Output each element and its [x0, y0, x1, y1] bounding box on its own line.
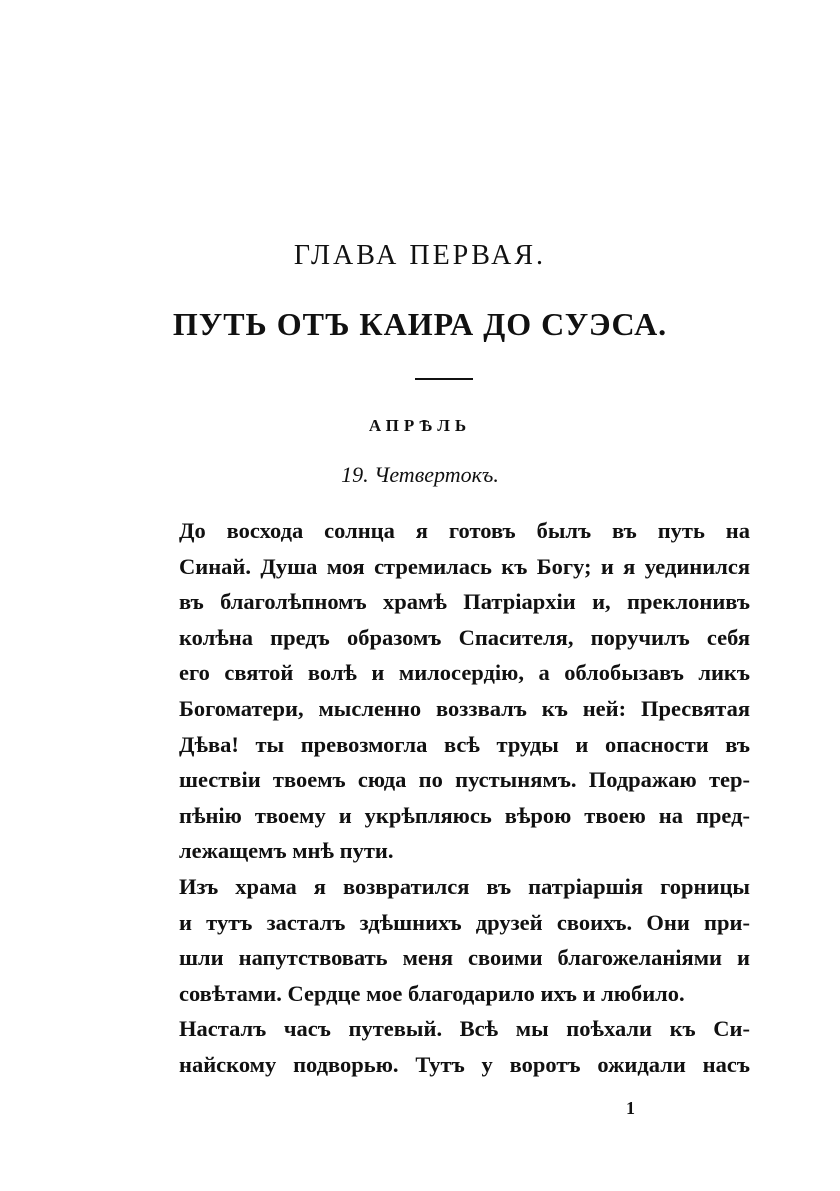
paragraph [133, 869, 750, 1011]
text-line: шествіи твоемъ сюда по пустынямъ. Подражаю тер- [179, 767, 750, 793]
paragraph [133, 1011, 750, 1082]
text-line: пѣнію твоему и укрѣпляюсь вѣрою твоею на пред- [179, 802, 750, 828]
text-line: шли напутствовать меня своими благожеланіями и [179, 945, 750, 971]
text-line: въ благолѣпномъ храмѣ Патріархіи и, преклонивъ [179, 589, 750, 615]
text-line: Богоматери, мысленно воззвалъ къ ней: Пресвятая [179, 695, 750, 721]
text-line: Дѣва! ты превозмогла всѣ труды и опасности въ [179, 731, 750, 757]
text-line: найскому подворью. Тутъ у воротъ ожидали насъ [179, 1051, 750, 1077]
text-line: колѣна предъ образомъ Спасителя, поручилъ себя [179, 624, 750, 650]
text-line: До восхода солнца я готовъ былъ въ путь на [179, 518, 750, 543]
chapter-title: ПУТЬ ОТЪ КАИРА ДО СУЭСА. [172, 306, 668, 342]
body-text [133, 513, 750, 1083]
title-divider [415, 378, 473, 380]
text-line: Изъ храма я возвратился въ патріаршія горницы [179, 873, 750, 899]
chapter-label: ГЛАВА ПЕРВАЯ. [293, 240, 547, 271]
text-line: лежащемъ мнѣ пути. [179, 838, 394, 864]
text-line: Синай. Душа моя стремилась къ Богу; и я уединился [179, 553, 750, 579]
text-line: и тутъ засталъ здѣшнихъ друзей своихъ. Они при- [179, 909, 750, 935]
month-heading: АПРѢЛЬ [368, 416, 472, 435]
text-line: его святой волѣ и милосердію, а облобызавъ ликъ [179, 660, 750, 686]
paragraph [133, 513, 750, 869]
page-number: 1 [626, 1098, 635, 1118]
text-line: Насталъ часъ путевый. Всѣ мы поѣхали къ Си- [179, 1016, 750, 1042]
text-line: совѣтами. Сердце мое благодарило ихъ и любило. [179, 980, 685, 1006]
date-heading: 19. Четвертокъ. [341, 462, 499, 487]
